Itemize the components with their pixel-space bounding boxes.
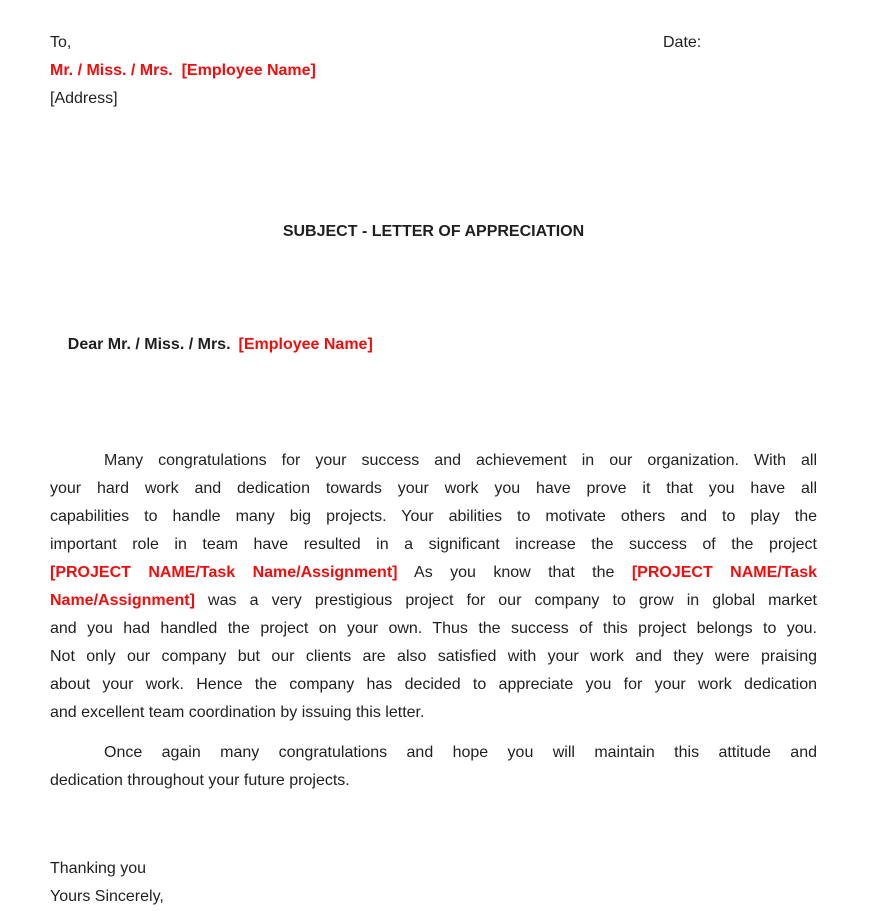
tab-indent (50, 756, 104, 757)
tab-indent (50, 464, 104, 465)
salutation-line (50, 303, 817, 387)
body-paragraph-1 (50, 447, 817, 727)
text-line (50, 671, 817, 699)
body-text: your hard work and dedication towards your work you have prove it that you have all (50, 480, 817, 497)
body-text: As you know that the (397, 564, 632, 581)
text-line (50, 643, 817, 671)
body-text: and you had handled the project on your own. Thus the success of this project belongs to you. (50, 620, 817, 637)
date-label: Date: (663, 34, 702, 51)
text-line (50, 559, 817, 587)
body-text: about your work. Hence the company has decided to appreciate you for your work dedication (50, 676, 817, 693)
text-line (50, 615, 817, 643)
text-line (50, 475, 817, 503)
body-text: important role in team have resulted in a significant increase the success of the project (50, 536, 817, 553)
text-line (50, 739, 817, 767)
text-line (50, 587, 817, 615)
text-line (50, 447, 817, 475)
body-text: dedication throughout your future projects. (50, 772, 350, 789)
text-line (50, 767, 817, 795)
body-text: was a very prestigious project for our company to grow in global market (194, 592, 817, 609)
placeholder-text: Name/Assignment] (50, 592, 195, 609)
date-slot (663, 29, 817, 57)
salutation-employee-name: [Employee Name] (238, 336, 373, 353)
body-text: and excellent team coordination by issuing this letter. (50, 704, 425, 721)
text-line (50, 699, 817, 727)
text-line (50, 531, 817, 559)
closing-block (50, 855, 817, 911)
text-line (50, 503, 817, 531)
letter-header (50, 29, 817, 57)
address-line: [Address] (50, 90, 118, 107)
recipient-line: Mr. / Miss. / Mrs. [Employee Name] (50, 62, 316, 79)
body-text: Many congratulations for your success and achievement in our organization. With all (104, 452, 817, 469)
body-text: Not only our company but our clients are also satisfied with your work and they were praising (50, 648, 817, 665)
closing-signoff: Yours Sincerely, (50, 888, 164, 905)
placeholder-text: [PROJECT NAME/Task (631, 564, 817, 581)
placeholder-text: [PROJECT NAME/Task Name/Assignment] (50, 564, 398, 581)
body-paragraph-2 (50, 739, 817, 795)
body-text: capabilities to handle many big projects. Your abilities to motivate others and to play the (50, 508, 817, 525)
salutation-prefix: Dear Mr. / Miss. / Mrs. (67, 336, 231, 353)
to-label: To, (50, 34, 72, 51)
subject-line: SUBJECT - LETTER OF APPRECIATION (282, 223, 585, 240)
body-text: Once again many congratulations and hope you will maintain this attitude and (104, 744, 817, 761)
closing-thanks: Thanking you (50, 860, 147, 877)
